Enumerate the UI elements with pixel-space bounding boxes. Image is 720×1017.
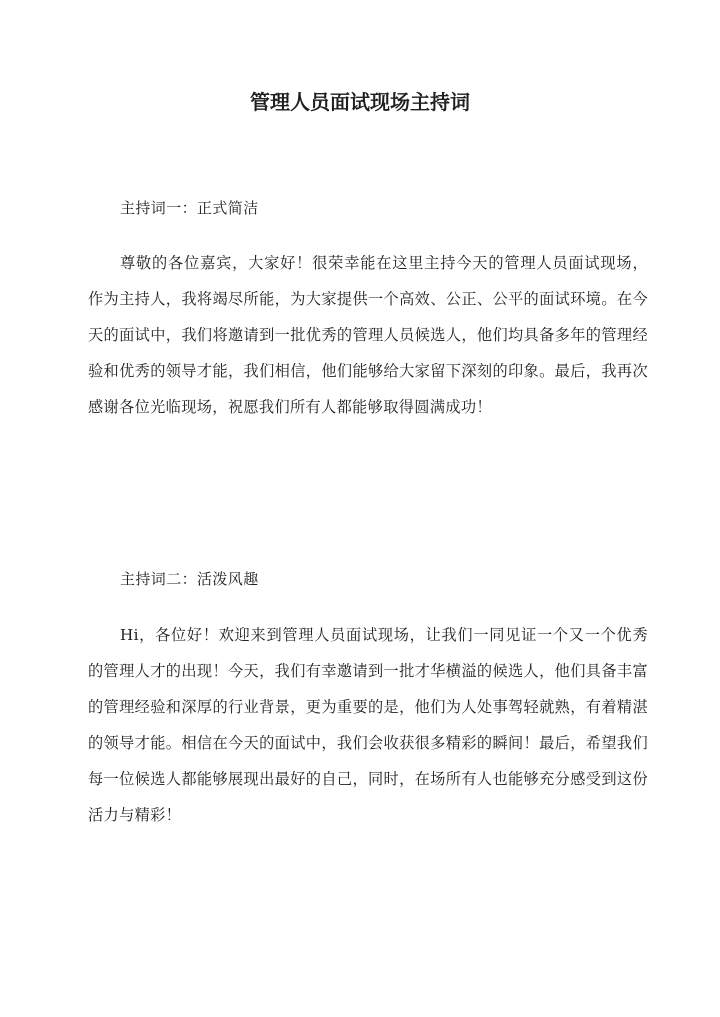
section-paragraph-formal: 尊敬的各位嘉宾，大家好！很荣幸能在这里主持今天的管理人员面试现场，作为主持人，我将竭尽所能，为大家提供一个高效、公正、公平的面试环境。在今天的面试中，我们将邀请到一批优秀的管理人员候选人，他们均具备多年的管理经验和优秀的领导才能，我们相信，他们能够给大家留下深刻的印象。最后，我再次感谢各位光临现场，祝愿我们所有人都能够取得圆满成功！ [88, 254, 648, 416]
section-heading-formal: 主持词一：正式简洁 [120, 199, 259, 217]
document-title: 管理人员面试现场主持词 [250, 90, 470, 114]
section-paragraph-lively: Hi，各位好！欢迎来到管理人员面试现场，让我们一同见证一个又一个优秀的管理人才的出现！今天，我们有幸邀请到一批才华横溢的候选人，他们具备丰富的管理经验和深厚的行业背景，更为重要的是，他们为人处事驾轻就熟，有着精湛的领导才能。相信在今天的面试中，我们会收获很多精彩的瞬间！最后，希望我们每一位候选人都能够展现出最好的自己，同时，在场所有人也能够充分感受到这份活力与精彩！ [88, 626, 648, 824]
section-heading-lively: 主持词二：活泼风趣 [120, 570, 259, 588]
